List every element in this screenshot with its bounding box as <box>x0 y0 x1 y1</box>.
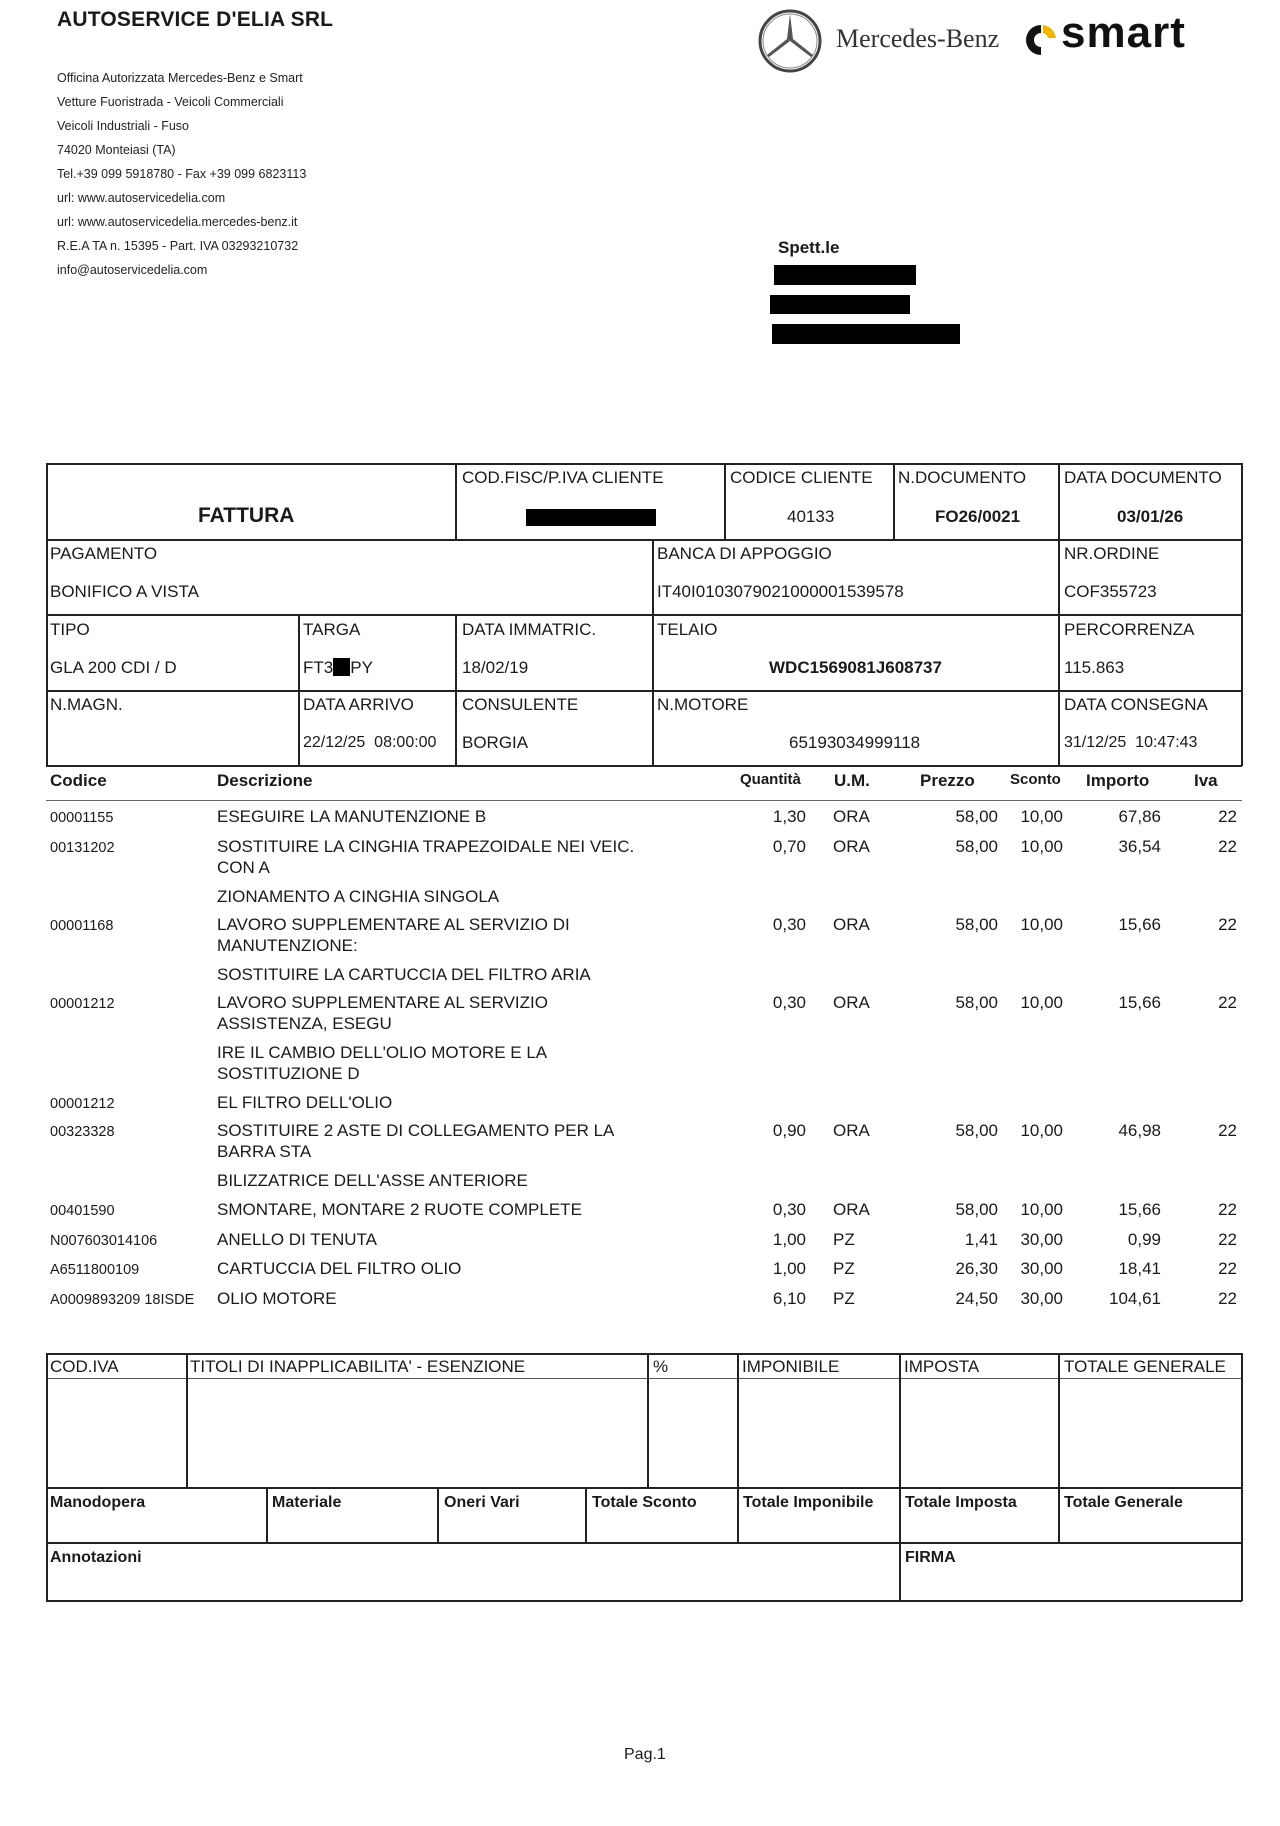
summary-percent: % <box>653 1357 669 1376</box>
item-discount: 30,00 <box>1020 1289 1063 1308</box>
item-price: 58,00 <box>955 807 998 826</box>
company-info <box>57 66 306 282</box>
item-discount: 10,00 <box>1020 1200 1063 1219</box>
item-price: 58,00 <box>955 1121 998 1140</box>
tipo-label: TIPO <box>50 620 90 639</box>
item-discount: 10,00 <box>1020 807 1063 826</box>
item-code: N007603014106 <box>50 1233 158 1249</box>
item-um: ORA <box>833 837 870 856</box>
item-description: ZIONAMENTO A CINGHIA SINGOLA <box>217 887 500 906</box>
codice-cliente: 40133 <box>787 507 835 526</box>
item-code: A6511800109 <box>50 1262 140 1278</box>
item-um: ORA <box>833 807 870 826</box>
item-description: SOSTITUIRE LA CARTUCCIA DEL FILTRO ARIA <box>217 965 591 984</box>
addressee-label: Spett.le <box>778 238 840 257</box>
data-arrivo-label: DATA ARRIVO <box>303 695 414 714</box>
company-line: info@autoservicedelia.com <box>57 263 208 277</box>
item-description-cont: ASSISTENZA, ESEGU <box>217 1014 392 1033</box>
item-description: IRE IL CAMBIO DELL'OLIO MOTORE E LA <box>217 1043 548 1062</box>
mercedes-star-icon <box>757 8 823 74</box>
col-codice: Codice <box>50 771 107 790</box>
n-documento-label: N.DOCUMENTO <box>898 468 1027 487</box>
item-description-cont: BARRA STA <box>217 1142 312 1161</box>
annotazioni-label: Annotazioni <box>50 1549 142 1566</box>
items-header-divider <box>46 800 1242 801</box>
summary-totale-generale: TOTALE GENERALE <box>1064 1357 1226 1376</box>
consulente: BORGIA <box>462 733 529 752</box>
item-iva: 22 <box>1218 807 1237 826</box>
company-line: url: www.autoservicedelia.com <box>57 191 226 205</box>
item-amount: 36,54 <box>1118 837 1161 856</box>
targa-suffix: PY <box>350 658 373 677</box>
summary-imposta: IMPOSTA <box>904 1357 980 1376</box>
nr-ordine-label: NR.ORDINE <box>1064 544 1160 563</box>
item-um: ORA <box>833 915 870 934</box>
summary-totale-generale-2: Totale Generale <box>1064 1494 1183 1511</box>
item-description: OLIO MOTORE <box>217 1289 337 1308</box>
item-quantity: 0,30 <box>772 915 806 934</box>
firma-label: FIRMA <box>905 1549 956 1566</box>
telaio-label: TELAIO <box>657 620 718 639</box>
item-quantity: 1,30 <box>772 807 806 826</box>
col-sconto: Sconto <box>1010 771 1061 788</box>
item-um: ORA <box>833 1121 870 1140</box>
summary-totale-imponibile: Totale Imponibile <box>743 1494 874 1511</box>
col-importo: Importo <box>1086 771 1150 790</box>
item-amount: 104,61 <box>1109 1289 1161 1308</box>
item-price: 58,00 <box>955 1200 998 1219</box>
smart-logo-text: smart <box>1061 8 1186 57</box>
item-quantity: 0,70 <box>772 837 806 856</box>
n-motore: 65193034999118 <box>789 733 921 752</box>
item-amount: 46,98 <box>1118 1121 1161 1140</box>
consulente-label: CONSULENTE <box>462 695 579 714</box>
targa <box>303 658 373 678</box>
item-description: SOSTITUIRE LA CINGHIA TRAPEZOIDALE NEI VEIC. <box>217 837 635 856</box>
n-magn-label: N.MAGN. <box>50 695 123 714</box>
item-code: 00001212 <box>50 996 115 1012</box>
data-immatric: 18/02/19 <box>462 658 529 677</box>
item-amount: 15,66 <box>1118 1200 1161 1219</box>
mercedes-benz-logo-text: Mercedes-Benz <box>836 24 1000 53</box>
banca-label: BANCA DI APPOGGIO <box>657 544 832 563</box>
item-price: 1,41 <box>964 1230 998 1249</box>
summary-cod-iva: COD.IVA <box>50 1357 119 1376</box>
item-um: PZ <box>833 1289 855 1308</box>
targa-prefix: FT3 <box>303 658 334 677</box>
item-discount: 10,00 <box>1020 993 1063 1012</box>
item-amount: 15,66 <box>1118 993 1161 1012</box>
item-um: ORA <box>833 1200 870 1219</box>
item-price: 58,00 <box>955 993 998 1012</box>
tipo: GLA 200 CDI / D <box>50 658 177 677</box>
item-description: LAVORO SUPPLEMENTARE AL SERVIZIO <box>217 993 548 1012</box>
col-quantita: Quantità <box>740 771 801 788</box>
telaio: WDC1569081J608737 <box>769 658 942 677</box>
item-code: A0009893209 18ISDE <box>50 1292 195 1308</box>
document-type: FATTURA <box>198 504 295 527</box>
item-iva: 22 <box>1218 1121 1237 1140</box>
item-description: ESEGUIRE LA MANUTENZIONE B <box>217 807 487 826</box>
item-description: SOSTITUIRE 2 ASTE DI COLLEGAMENTO PER LA <box>217 1121 615 1140</box>
summary-titoli: TITOLI DI INAPPLICABILITA' - ESENZIONE <box>190 1357 526 1376</box>
page-number: Pag.1 <box>624 1746 666 1763</box>
data-documento-label: DATA DOCUMENTO <box>1064 468 1222 487</box>
data-consegna-label: DATA CONSEGNA <box>1064 695 1208 714</box>
col-descrizione: Descrizione <box>217 771 313 790</box>
item-um: PZ <box>833 1230 855 1249</box>
item-code: 00323328 <box>50 1124 115 1140</box>
item-iva: 22 <box>1218 1289 1237 1308</box>
percorrenza-label: PERCORRENZA <box>1064 620 1195 639</box>
company-line: Tel.+39 099 5918780 - Fax +39 099 6823113 <box>57 167 307 181</box>
summary-materiale: Materiale <box>272 1494 342 1511</box>
item-description: ANELLO DI TENUTA <box>217 1230 377 1249</box>
item-discount: 10,00 <box>1020 837 1063 856</box>
col-prezzo: Prezzo <box>920 771 975 790</box>
item-amount: 18,41 <box>1118 1259 1161 1278</box>
item-discount: 10,00 <box>1020 915 1063 934</box>
item-description: EL FILTRO DELL'OLIO <box>217 1093 393 1112</box>
item-price: 26,30 <box>955 1259 998 1278</box>
item-um: PZ <box>833 1259 855 1278</box>
company-line: R.E.A TA n. 15395 - Part. IVA 03293210732 <box>57 239 299 253</box>
company-line: Veicoli Industriali - Fuso <box>57 119 190 133</box>
summary-imponibile: IMPONIBILE <box>742 1357 840 1376</box>
data-documento: 03/01/26 <box>1117 507 1184 526</box>
item-iva: 22 <box>1218 993 1237 1012</box>
data-immatric-label: DATA IMMATRIC. <box>462 620 597 639</box>
targa-label: TARGA <box>303 620 361 639</box>
company-line: Vetture Fuoristrada - Veicoli Commerciali <box>57 95 284 109</box>
item-code: 00001168 <box>50 918 114 934</box>
item-description: SMONTARE, MONTARE 2 RUOTE COMPLETE <box>217 1200 582 1219</box>
summary-totale-sconto: Totale Sconto <box>592 1494 697 1511</box>
company-name: AUTOSERVICE D'ELIA SRL <box>57 8 334 31</box>
item-amount: 15,66 <box>1118 915 1161 934</box>
nr-ordine: COF355723 <box>1064 582 1157 601</box>
item-quantity: 1,00 <box>772 1259 806 1278</box>
item-code: 00131202 <box>50 840 115 856</box>
item-price: 24,50 <box>955 1289 998 1308</box>
item-iva: 22 <box>1218 837 1237 856</box>
item-price: 58,00 <box>955 915 998 934</box>
col-um: U.M. <box>834 771 870 790</box>
item-iva: 22 <box>1218 1230 1237 1249</box>
company-line: Officina Autorizzata Mercedes-Benz e Smart <box>57 71 303 85</box>
redacted-block <box>333 658 350 676</box>
item-description: CARTUCCIA DEL FILTRO OLIO <box>217 1259 462 1278</box>
item-description-cont: MANUTENZIONE: <box>217 936 358 955</box>
item-description-cont: SOSTITUZIONE D <box>217 1064 360 1083</box>
item-quantity: 6,10 <box>772 1289 806 1308</box>
item-discount: 30,00 <box>1020 1230 1063 1249</box>
item-description: LAVORO SUPPLEMENTARE AL SERVIZIO DI <box>217 915 570 934</box>
data-consegna: 31/12/25 10:47:43 <box>1064 734 1198 751</box>
item-iva: 22 <box>1218 915 1237 934</box>
redacted-block <box>774 265 916 285</box>
cod-fisc-label: COD.FISC/P.IVA CLIENTE <box>462 468 664 487</box>
item-code: 00001212 <box>50 1096 115 1112</box>
banca-iban: IT40I0103079021000001539578 <box>657 582 904 601</box>
summary-manodopera: Manodopera <box>50 1494 146 1511</box>
item-price: 58,00 <box>955 837 998 856</box>
item-iva: 22 <box>1218 1259 1237 1278</box>
n-motore-label: N.MOTORE <box>657 695 749 714</box>
item-amount: 67,86 <box>1118 807 1161 826</box>
company-line: 74020 Monteiasi (TA) <box>57 143 176 157</box>
col-iva: Iva <box>1194 771 1218 790</box>
redacted-block <box>770 295 910 314</box>
item-amount: 0,99 <box>1127 1230 1161 1249</box>
redacted-block <box>772 324 960 344</box>
pagamento: BONIFICO A VISTA <box>50 582 199 601</box>
redacted-block <box>526 509 656 526</box>
summary-totale-imposta: Totale Imposta <box>905 1494 1017 1511</box>
company-line: url: www.autoservicedelia.mercedes-benz.it <box>57 215 298 229</box>
item-um: ORA <box>833 993 870 1012</box>
item-quantity: 0,90 <box>772 1121 806 1140</box>
summary-oneri-vari: Oneri Vari <box>444 1494 520 1511</box>
item-discount: 10,00 <box>1020 1121 1063 1140</box>
pagamento-label: PAGAMENTO <box>50 544 158 563</box>
item-iva: 22 <box>1218 1200 1237 1219</box>
percorrenza: 115.863 <box>1064 658 1125 677</box>
item-code: 00401590 <box>50 1203 115 1219</box>
item-description: BILIZZATRICE DELL'ASSE ANTERIORE <box>217 1171 528 1190</box>
item-quantity: 0,30 <box>772 993 806 1012</box>
item-discount: 30,00 <box>1020 1259 1063 1278</box>
codice-cliente-label: CODICE CLIENTE <box>730 468 873 487</box>
item-description-cont: CON A <box>217 858 270 877</box>
data-arrivo: 22/12/25 08:00:00 <box>303 734 437 751</box>
n-documento: FO26/0021 <box>935 507 1021 526</box>
item-quantity: 1,00 <box>772 1230 806 1249</box>
item-quantity: 0,30 <box>772 1200 806 1219</box>
item-code: 00001155 <box>50 810 114 826</box>
smart-logo-icon <box>1023 22 1059 58</box>
